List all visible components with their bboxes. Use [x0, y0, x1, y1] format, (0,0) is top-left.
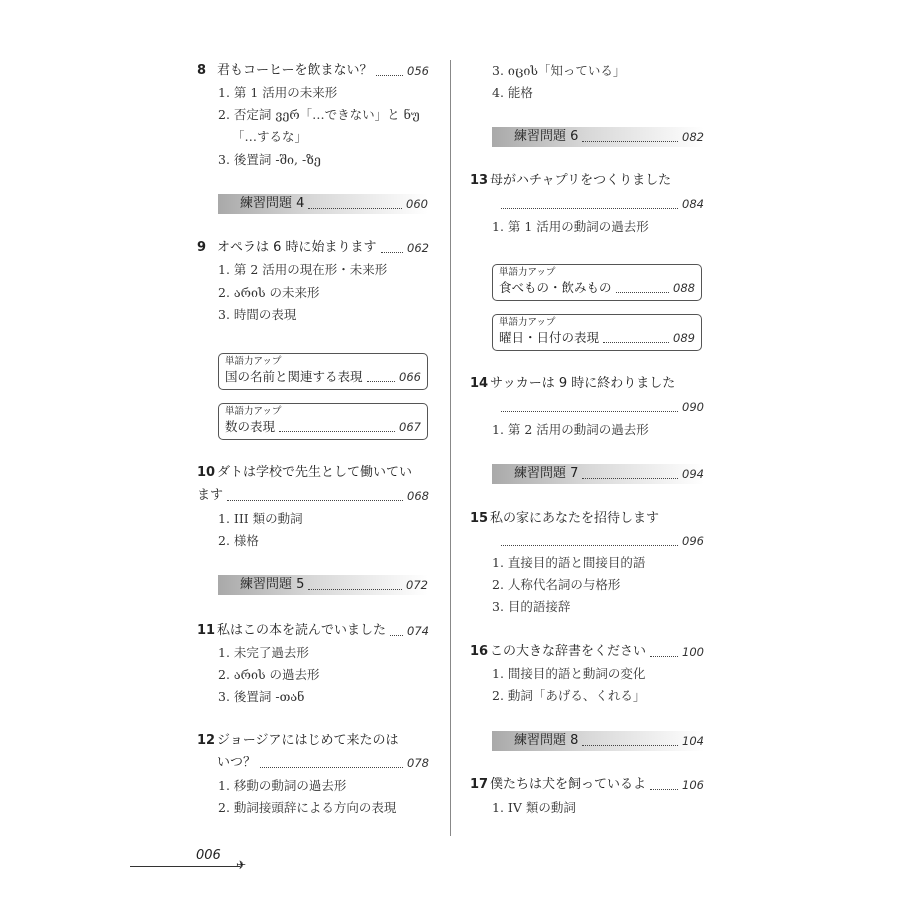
- leader-dots: [376, 75, 403, 76]
- toc-chapter-14-cont: 090: [497, 396, 704, 418]
- toc-exercise-8: 練習問題 8 104: [492, 731, 704, 751]
- toc-exercise-7: 練習問題 7 094: [492, 464, 704, 484]
- toc-chapter-13: 13 母がハチャプリをつくりました: [470, 173, 672, 188]
- toc-subitem: 2. 動詞接頭辞による方向の表現: [218, 800, 397, 815]
- leader-dots: [501, 545, 678, 546]
- toc-chapter-8: 8 君もコーヒーを飲まない？ 056: [197, 63, 429, 78]
- leader-dots: [582, 141, 678, 142]
- toc-subitem: 3. 後置詞 -ში, -ზე: [218, 152, 321, 167]
- toc-subitem: 3. იცის「知っている」: [492, 63, 626, 78]
- leader-dots: [279, 431, 395, 432]
- toc-exercise-4: 練習問題 4 060: [218, 194, 428, 214]
- leader-dots: [260, 767, 403, 768]
- toc-subitem: 3. 後置詞 -თან: [218, 689, 305, 704]
- toc-subitem: 1. 未完了過去形: [218, 645, 309, 660]
- toc-chapter-17: 17 僕たちは犬を飼っているよ 106: [470, 777, 704, 792]
- leader-dots: [367, 381, 396, 382]
- toc-subitem: 2. არის の過去形: [218, 667, 320, 682]
- leader-dots: [582, 745, 678, 746]
- toc-subitem: 2. არის の未来形: [218, 285, 320, 300]
- toc-subitem-cont: 「…するな」: [232, 129, 308, 144]
- leader-dots: [603, 342, 669, 343]
- toc-chapter-10-cont: ます 068: [197, 488, 429, 503]
- toc-subitem: 1. 第 1 活用の動詞の過去形: [492, 219, 649, 234]
- toc-subitem: 4. 能格: [492, 85, 533, 100]
- toc-vocab-box: 単語力アップ 曜日・日付の表現 089: [492, 314, 702, 351]
- toc-subitem: 1. 第 2 活用の動詞の過去形: [492, 422, 649, 437]
- toc-subitem: 1. 移動の動詞の過去形: [218, 778, 347, 793]
- leader-dots: [308, 589, 402, 590]
- toc-chapter-15: 15 私の家にあなたを招待します: [470, 511, 660, 526]
- toc-exercise-5: 練習問題 5 072: [218, 575, 428, 595]
- toc-subitem: 2. 否定詞 ვერ「…できない」と ნუ: [218, 107, 420, 122]
- leader-dots: [390, 635, 403, 636]
- leader-dots: [582, 478, 678, 479]
- toc-chapter-9: 9 オペラは 6 時に始まります 062: [197, 240, 429, 255]
- toc-vocab-box: 単語力アップ 国の名前と関連する表現 066: [218, 353, 428, 390]
- toc-chapter-13-cont: 084: [497, 193, 704, 215]
- toc-chapter-14: 14 サッカーは 9 時に終わりました: [470, 376, 676, 391]
- toc-subitem: 3. 目的語接辞: [492, 599, 571, 614]
- leader-dots: [650, 656, 678, 657]
- toc-subitem: 1. 直接目的語と間接目的語: [492, 555, 646, 570]
- toc-chapter-10: 10 ダトは学校で先生として働いてい: [197, 465, 413, 480]
- toc-chapter-11: 11 私はこの本を読んでいました 074: [197, 623, 429, 638]
- leader-dots: [227, 500, 403, 501]
- page-number: 006: [196, 848, 221, 863]
- toc-chapter-12: 12 ジョージアにはじめて来たのは: [197, 733, 399, 748]
- leader-dots: [308, 208, 402, 209]
- footer-line: [130, 866, 240, 867]
- toc-subitem: 1. 第 1 活用の未来形: [218, 85, 338, 100]
- leader-dots: [650, 789, 678, 790]
- toc-subitem: 1. 第 2 活用の現在形・未来形: [218, 262, 388, 277]
- toc-subitem: 3. 時間の表現: [218, 307, 297, 322]
- leader-dots: [501, 411, 678, 412]
- toc-vocab-box: 単語力アップ 食べもの・飲みもの 088: [492, 264, 702, 301]
- toc-chapter-15-cont: 096: [497, 530, 704, 552]
- leader-dots: [501, 208, 678, 209]
- leader-dots: [381, 252, 404, 253]
- leader-dots: [616, 292, 670, 293]
- toc-chapter-12-cont: いつ？ 078: [217, 755, 429, 770]
- toc-subitem: 1. III 類の動詞: [218, 511, 303, 526]
- toc-chapter-16: 16 この大きな辞書をください 100: [470, 644, 704, 659]
- airplane-icon: ✈: [236, 858, 247, 872]
- toc-subitem: 2. 人称代名詞の与格形: [492, 577, 621, 592]
- toc-subitem: 1. IV 類の動詞: [492, 800, 576, 815]
- column-divider: [450, 60, 451, 836]
- toc-subitem: 1. 間接目的語と動詞の変化: [492, 666, 646, 681]
- toc-subitem: 2. 動詞「あげる、くれる」: [492, 688, 646, 703]
- toc-subitem: 2. 様格: [218, 533, 259, 548]
- toc-vocab-box: 単語力アップ 数の表現 067: [218, 403, 428, 440]
- toc-exercise-6: 練習問題 6 082: [492, 127, 704, 147]
